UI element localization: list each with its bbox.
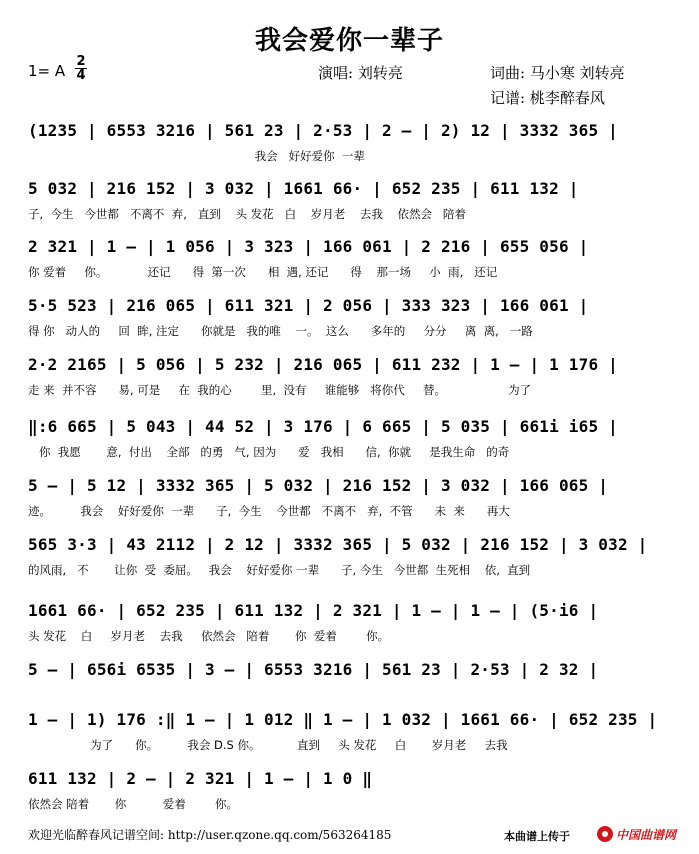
score-line-7-lyrics: 迹。 我会 好好爱你 一辈 子, 今生 今世都 不离不 弃, 不管 未 来 再大 [28, 504, 510, 518]
score-line-8-lyrics: 的风雨, 不 让你 受 委屈。 我会 好好爱你 一辈 子, 今生 今世都 生死相 依, 直到 [28, 563, 531, 577]
score-line-5-lyrics: 走 来 并不容 易, 可是 在 我的心 里, 没有 谁能够 将你代 替。 为了 [28, 383, 532, 397]
score-line-6-lyrics: 你 我愿 意, 付出 全部 的勇 气, 因为 爱 我相 信, 你就 是我生命 的奇 [28, 445, 510, 459]
score-line-10-notes: 5 – | 656i 6535 | 3 – | 6553 3216 | 561 23 | 2·53 | 2 32 | [28, 660, 599, 679]
site-logo-text: 中国曲谱网 [616, 827, 677, 842]
score-line-6-notes: ‖:6 665 | 5 043 | 44 52 | 3 176 | 6 665 | 5 035 | 661i i65 | [28, 417, 618, 436]
score-line-11-notes: 1 – | 1) 176 :‖ 1 – | 1 012 ‖ 1 – | 1 032 | 1661 66· | 652 235 | [28, 710, 658, 729]
footer-welcome: 欢迎光临醉春风记谱空间: http://user.qzone.qq.com/563264185 [28, 828, 392, 842]
score-line-7-notes: 5 – | 5 12 | 3332 365 | 5 032 | 216 152 | 3 032 | 166 065 | [28, 476, 609, 495]
singer-credit: 演唱: 刘转亮 [318, 64, 403, 82]
score-line-8-notes: 565 3·3 | 43 2112 | 2 12 | 3332 365 | 5 032 | 216 152 | 3 032 | [28, 535, 648, 554]
time-signature [74, 55, 88, 82]
site-logo-icon [597, 826, 613, 842]
score-line-2-notes: 5 032 | 216 152 | 3 032 | 1661 66· | 652 235 | 611 132 | [28, 179, 579, 198]
score-line-11-lyrics: 为了 你。 我会 D.S 你。 直到 头 发花 白 岁月老 去我 [28, 738, 508, 752]
song-title: 我会爱你一辈子 [254, 26, 444, 56]
key-signature: 1= A [28, 62, 66, 80]
site-logo[interactable] [597, 824, 689, 844]
score-line-4-notes: 5·5 523 | 216 065 | 611 321 | 2 056 | 333 323 | 166 061 | [28, 296, 589, 315]
score-line-9-notes: 1661 66· | 652 235 | 611 132 | 2 321 | 1 – | 1 – | (5·i6 | [28, 601, 599, 620]
score-line-2-lyrics: 子, 今生 今世都 不离不 弃, 直到 头 发花 白 岁月老 去我 依然会 陪着 [28, 207, 466, 221]
upload-note: 本曲谱上传于 [504, 830, 570, 843]
composer-credit: 词曲: 马小寒 刘转亮 [490, 64, 625, 82]
score-line-3-lyrics: 你 爱着 你。 还记 得 第一次 相 遇, 还记 得 那一场 小 雨, 还记 [28, 265, 498, 279]
score-line-1-lyrics: 我会 好好爱你 一辈 [28, 149, 365, 163]
score-line-9-lyrics: 头 发花 白 岁月老 去我 依然会 陪着 你 爱着 你。 [28, 629, 390, 643]
score-line-12-notes: 611 132 | 2 – | 2 321 | 1 – | 1 0 ‖ [28, 769, 373, 788]
score-line-1-notes: (1235 | 6553 3216 | 561 23 | 2·53 | 2 – | 2) 12 | 3332 365 | [28, 121, 618, 140]
notator-credit: 记谱: 桃李醉春风 [490, 89, 605, 107]
score-line-5-notes: 2·2 2165 | 5 056 | 5 232 | 216 065 | 611 232 | 1 – | 1 176 | [28, 355, 618, 374]
score-line-3-notes: 2 321 | 1 – | 1 056 | 3 323 | 166 061 | 2 216 | 655 056 | [28, 237, 589, 256]
meter-top: 2 [76, 54, 86, 69]
meter-bottom: 4 [76, 68, 86, 83]
score-line-4-lyrics: 得 你 动人的 回 眸, 注定 你就是 我的唯 一。 这么 多年的 分分 离 离, 一路 [28, 324, 533, 338]
score-line-12-lyrics: 依然会 陪着 你 爱着 你。 [28, 797, 239, 811]
